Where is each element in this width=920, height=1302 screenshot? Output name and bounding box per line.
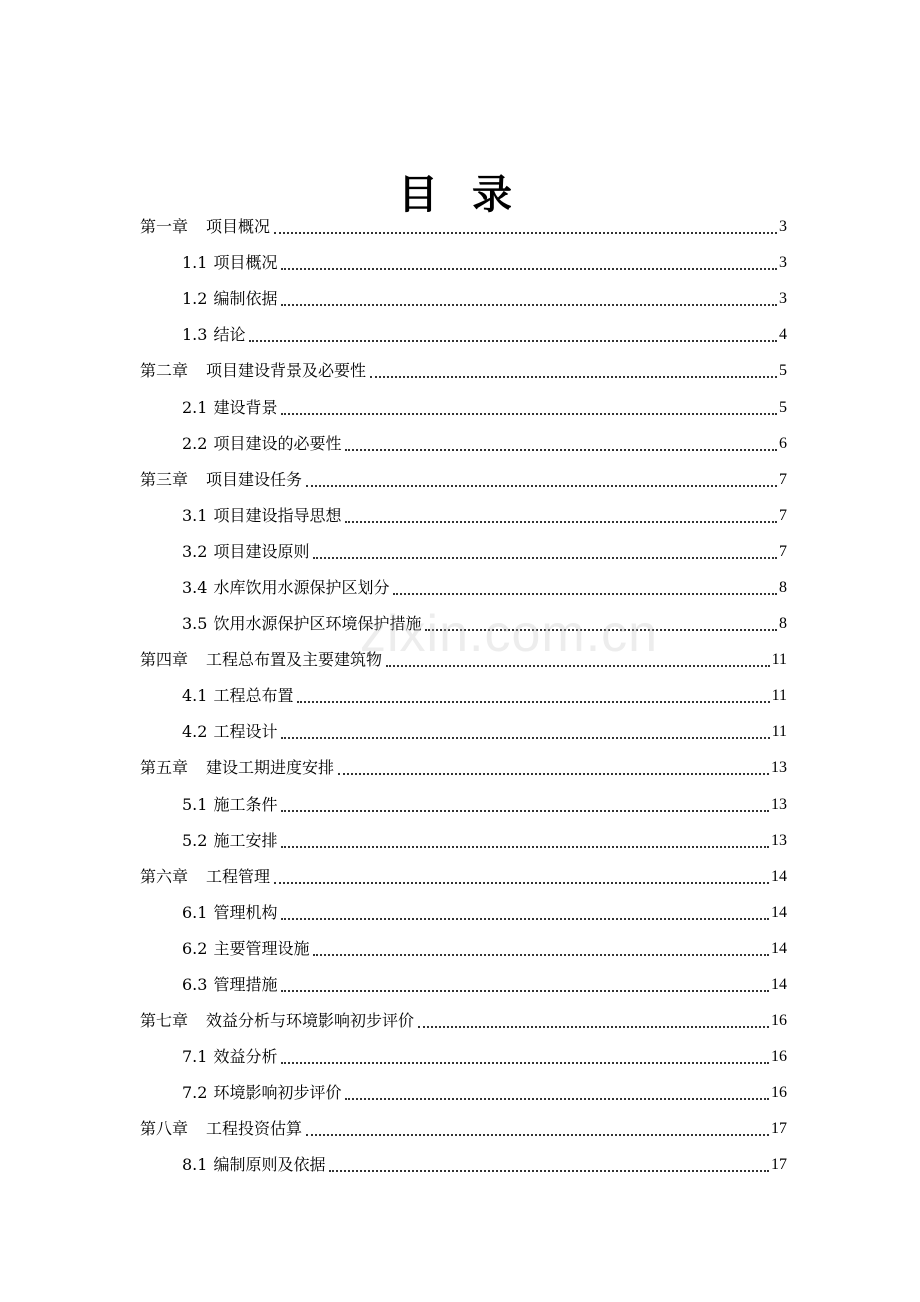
toc-page-number: 17 [771, 1120, 787, 1138]
toc-dot-leader [281, 737, 769, 739]
toc-entry-title: 编制依据 [213, 289, 278, 309]
toc-section-entry[interactable] [140, 967, 787, 1003]
toc-section-number: 3.4 [182, 577, 208, 597]
toc-chapter-entry[interactable] [140, 1111, 787, 1147]
toc-section-entry[interactable] [140, 895, 787, 931]
toc-entry-title: 结论 [213, 325, 246, 345]
toc-entry-title: 编制原则及依据 [213, 1155, 326, 1175]
toc-section-entry[interactable] [140, 823, 787, 859]
toc-dot-leader [274, 882, 769, 884]
toc-dot-leader [281, 990, 769, 992]
toc-page-number: 11 [771, 651, 787, 669]
toc-page-number: 13 [771, 759, 787, 777]
toc-section-entry[interactable] [140, 317, 787, 353]
toc-dot-leader [281, 810, 769, 812]
toc-page-number: 4 [779, 326, 787, 344]
toc-entry-title: 项目概况 [213, 253, 278, 273]
toc-page-number: 3 [779, 218, 787, 236]
toc-entry-title: 管理措施 [213, 975, 278, 995]
toc-chapter-entry[interactable] [140, 353, 787, 389]
toc-dot-leader [345, 521, 777, 523]
toc-dot-leader [425, 629, 777, 631]
toc-page-number: 7 [779, 470, 787, 488]
toc-dot-leader [281, 1062, 769, 1064]
toc-dot-leader [393, 593, 777, 595]
toc-section-number: 1.1 [182, 253, 208, 273]
toc-chapter-label: 第二章 [140, 361, 189, 381]
toc-section-number: 3.1 [182, 505, 208, 525]
toc-page-number: 3 [779, 290, 787, 308]
toc-dot-leader [370, 376, 777, 378]
toc-dot-leader [274, 232, 777, 234]
toc-entry-title: 建设工期进度安排 [206, 758, 335, 778]
toc-page-number: 17 [771, 1156, 787, 1174]
toc-section-entry[interactable] [140, 389, 787, 425]
toc-section-entry[interactable] [140, 498, 787, 534]
toc-page-number: 16 [771, 1012, 787, 1030]
toc-dot-leader [281, 413, 777, 415]
toc-dot-leader [418, 1026, 769, 1028]
toc-dot-leader [345, 1098, 769, 1100]
toc-entry-title: 项目概况 [206, 217, 271, 237]
toc-chapter-entry[interactable] [140, 1003, 787, 1039]
toc-page-number: 13 [771, 831, 787, 849]
toc-dot-leader [249, 340, 777, 342]
toc-section-entry[interactable] [140, 570, 787, 606]
toc-section-entry[interactable] [140, 245, 787, 281]
watermark: zixin.com.cn [360, 605, 659, 663]
toc-dot-leader [386, 665, 770, 667]
toc-entry-title: 工程设计 [213, 722, 278, 742]
toc-section-entry[interactable] [140, 787, 787, 823]
toc-chapter-label: 第四章 [140, 650, 189, 670]
toc-page-number: 7 [779, 542, 787, 560]
page-title: 目 录 [398, 170, 522, 218]
toc-entry-title: 工程总布置及主要建筑物 [206, 650, 383, 670]
toc-entry-title: 效益分析与环境影响初步评价 [206, 1011, 415, 1031]
toc-section-number: 3.2 [182, 541, 208, 561]
toc-section-entry[interactable] [140, 1039, 787, 1075]
toc-section-number: 2.1 [182, 397, 208, 417]
toc-section-entry[interactable] [140, 281, 787, 317]
toc-chapter-entry[interactable] [140, 209, 787, 245]
table-of-contents [140, 209, 787, 1184]
toc-section-number: 7.2 [182, 1083, 208, 1103]
toc-entry-title: 工程管理 [206, 866, 271, 886]
toc-page-number: 14 [771, 867, 787, 885]
toc-dot-leader [306, 1134, 769, 1136]
toc-page-number: 8 [779, 615, 787, 633]
toc-page-number: 16 [771, 1084, 787, 1102]
toc-dot-leader [338, 773, 769, 775]
toc-section-number: 2.2 [182, 433, 208, 453]
toc-chapter-entry[interactable] [140, 859, 787, 895]
toc-entry-title: 饮用水源保护区环境保护措施 [213, 614, 422, 634]
toc-page-number: 8 [779, 578, 787, 596]
toc-page-number: 11 [771, 687, 787, 705]
toc-section-number: 1.3 [182, 325, 208, 345]
toc-entry-title: 水库饮用水源保护区划分 [213, 577, 390, 597]
toc-chapter-label: 第三章 [140, 469, 189, 489]
toc-dot-leader [306, 485, 777, 487]
toc-chapter-label: 第五章 [140, 758, 189, 778]
toc-section-number: 6.2 [182, 938, 208, 958]
toc-dot-leader [281, 918, 769, 920]
toc-section-entry[interactable] [140, 931, 787, 967]
toc-section-entry[interactable] [140, 678, 787, 714]
toc-chapter-label: 第七章 [140, 1011, 189, 1031]
toc-entry-title: 项目建设背景及必要性 [206, 361, 367, 381]
toc-section-number: 4.2 [182, 722, 208, 742]
toc-page-number: 13 [771, 795, 787, 813]
toc-section-number: 6.1 [182, 902, 208, 922]
toc-section-entry[interactable] [140, 534, 787, 570]
toc-entry-title: 主要管理设施 [213, 938, 310, 958]
toc-entry-title: 管理机构 [213, 902, 278, 922]
toc-entry-title: 建设背景 [213, 397, 278, 417]
toc-section-number: 8.1 [182, 1155, 208, 1175]
toc-chapter-entry[interactable] [140, 642, 787, 678]
toc-page-number: 5 [779, 362, 787, 380]
toc-page-number: 6 [779, 434, 787, 452]
toc-section-number: 4.1 [182, 686, 208, 706]
toc-page-number: 14 [771, 903, 787, 921]
toc-dot-leader [281, 268, 777, 270]
toc-entry-title: 施工条件 [213, 794, 278, 814]
toc-entry-title: 工程总布置 [213, 686, 294, 706]
toc-section-number: 7.1 [182, 1047, 208, 1067]
toc-section-entry[interactable] [140, 426, 787, 462]
toc-section-number: 5.1 [182, 794, 208, 814]
toc-entry-title: 项目建设任务 [206, 469, 303, 489]
toc-entry-title: 效益分析 [213, 1047, 278, 1067]
toc-section-entry[interactable] [140, 1075, 787, 1111]
toc-section-number: 6.3 [182, 975, 208, 995]
toc-dot-leader [281, 304, 777, 306]
toc-chapter-label: 第六章 [140, 866, 189, 886]
toc-section-number: 1.2 [182, 289, 208, 309]
toc-dot-leader [329, 1170, 769, 1172]
toc-chapter-entry[interactable] [140, 750, 787, 786]
toc-entry-title: 施工安排 [213, 830, 278, 850]
toc-chapter-label: 第一章 [140, 217, 189, 237]
toc-chapter-label: 第八章 [140, 1119, 189, 1139]
toc-page-number: 14 [771, 939, 787, 957]
toc-entry-title: 工程投资估算 [206, 1119, 303, 1139]
toc-entry-title: 项目建设的必要性 [213, 433, 342, 453]
toc-dot-leader [297, 701, 769, 703]
toc-section-number: 3.5 [182, 614, 208, 634]
toc-page-number: 3 [779, 254, 787, 272]
toc-section-number: 5.2 [182, 830, 208, 850]
toc-page-number: 11 [771, 723, 787, 741]
toc-page-number: 7 [779, 506, 787, 524]
toc-dot-leader [313, 557, 777, 559]
toc-chapter-entry[interactable] [140, 462, 787, 498]
toc-dot-leader [313, 954, 769, 956]
toc-dot-leader [345, 449, 777, 451]
toc-page-number: 14 [771, 976, 787, 994]
toc-section-entry[interactable] [140, 606, 787, 642]
toc-page-number: 16 [771, 1048, 787, 1066]
toc-page-number: 5 [779, 398, 787, 416]
toc-dot-leader [281, 846, 769, 848]
toc-section-entry[interactable] [140, 714, 787, 750]
toc-entry-title: 项目建设指导思想 [213, 505, 342, 525]
toc-entry-title: 项目建设原则 [213, 541, 310, 561]
toc-section-entry[interactable] [140, 1147, 787, 1183]
toc-entry-title: 环境影响初步评价 [213, 1083, 342, 1103]
